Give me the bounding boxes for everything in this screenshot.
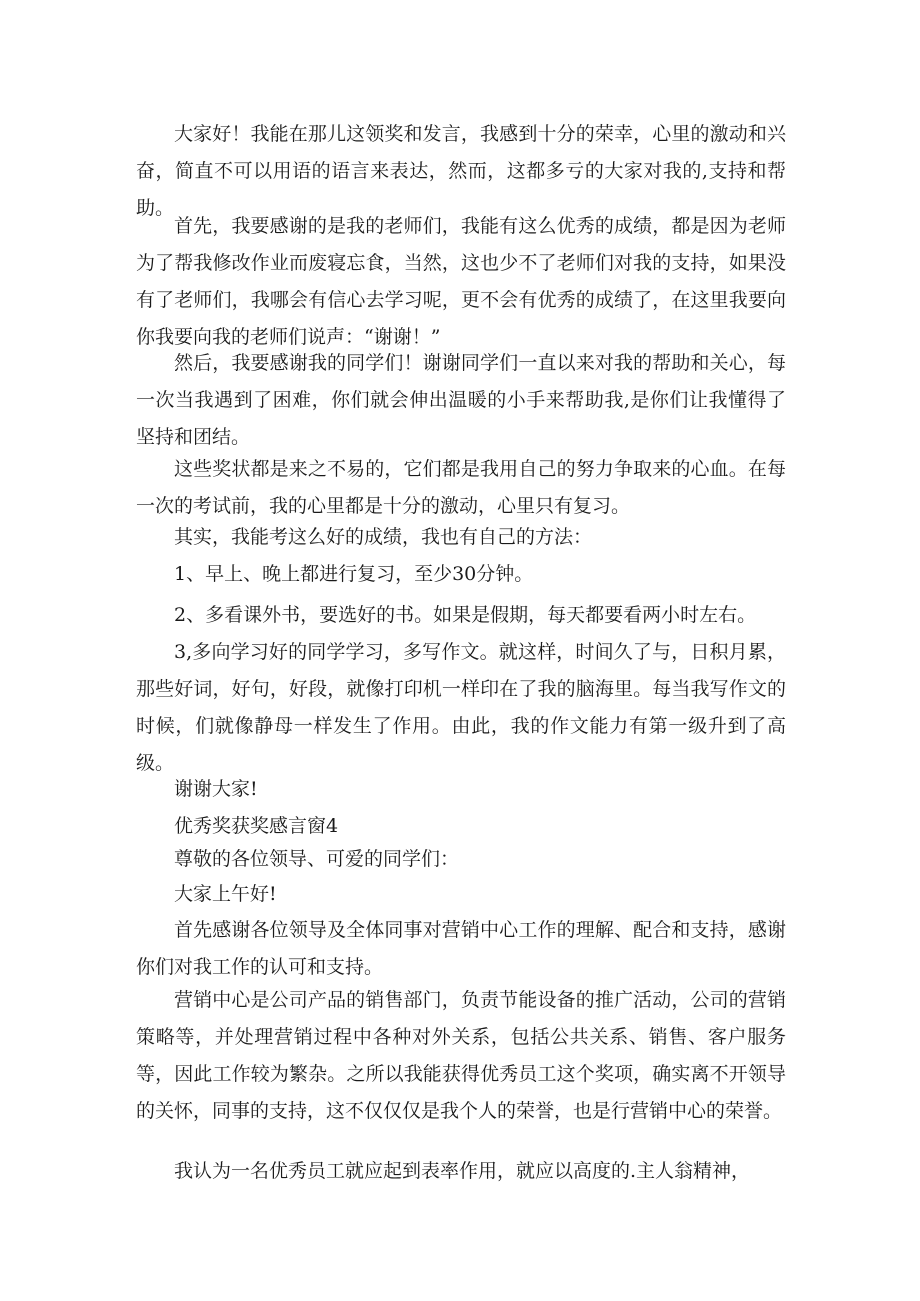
paragraph-salutation: 尊敬的各位领导、可爱的同学们： <box>174 848 460 870</box>
paragraph-methods-intro: 其实，我能考这么好的成绩，我也有自己的方法： <box>174 526 593 548</box>
paragraph-method-3: 3,多向学习好的同学学习，多写作文。就这样，时间久了与，日积月累，那些好词，好句，好段，就像打印机一样印在了我的脑海里。每当我写作文的时候，们就像静母一样发生了作用。由此，我的作文能力有第一级升到了高级。 <box>136 641 786 774</box>
paragraph-method-2: 2、多看课外书，要选好的书。如果是假期，每天都要看两小时左右。 <box>174 604 757 626</box>
paragraph-thanks-classmates: 然后，我要感谢我的同学们！谢谢同学们一直以来对我的帮助和关心，每一次当我遇到了困难，你们就会伸出温暖的小手来帮助我,是你们让我懂得了坚持和团结。 <box>136 352 786 448</box>
section-title: 优秀奖获奖感言窗4 <box>174 815 339 837</box>
paragraph-marketing-center: 营销中心是公司产品的销售部门，负责节能设备的推广活动，公司的营销策略等，并处理营销过程中各种对外关系，包括公共关系、销售、客户服务等，因此工作较为繁杂。之所以我能获得优秀员工这个奖项，确实离不开领导的关怀，同事的支持，这不仅仅仅是我个人的荣誉，也是行营销中心的荣誉。 <box>136 989 786 1122</box>
paragraph-opening-greeting: 大家好！我能在那儿这领奖和发言，我感到十分的荣幸，心里的激动和兴奋，简直不可以用语的语言来表达，然而，这都多亏的大家对我的,支持和帮助。 <box>136 123 786 219</box>
paragraph-role-model: 我认为一名优秀员工就应起到表率作用，就应以高度的.主人翁精神， <box>174 1160 751 1182</box>
paragraph-thanks-teachers: 首先，我要感谢的是我的老师们，我能有这么优秀的成绩，都是因为老师为了帮我修改作业而废寝忘食，当然，这也少不了老师们对我的支持，如果没有了老师们，我哪会有信心去学习呢，更不会有优秀的成绩了，在这里我要向你我要向我的老师们说声：“谢谢！” <box>136 215 786 348</box>
paragraph-thanks-everyone: 谢谢大家! <box>174 778 258 800</box>
paragraph-method-1: 1、早上、晚上都进行复习，至少30分钟。 <box>174 563 534 585</box>
paragraph-thanks-colleagues: 首先感谢各位领导及全体同事对营销中心工作的理解、配合和支持，感谢你们对我工作的认可和支持。 <box>136 919 786 978</box>
paragraph-awards-effort: 这些奖状都是来之不易的，它们都是我用自己的努力争取来的心血。在每一次的考试前，我的心里都是十分的激动，心里只有复习。 <box>136 458 786 517</box>
paragraph-morning-greeting: 大家上午好! <box>174 883 277 905</box>
